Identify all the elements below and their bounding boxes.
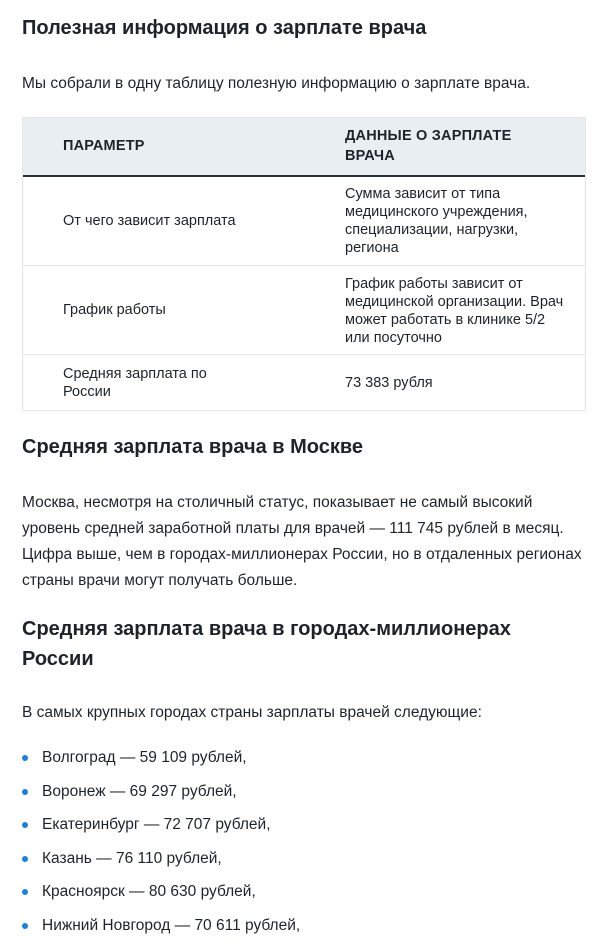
- cell-parameter: Средняя зарплата по России: [63, 366, 207, 400]
- bullet-icon: [22, 889, 28, 895]
- bullet-icon: [22, 755, 28, 761]
- list-item: [22, 845, 300, 879]
- table-header: [23, 118, 585, 177]
- list-item: [22, 912, 300, 946]
- cell-value: График работы зависит от медицинской организации. Врач может работать в клинике 5/2 или посуточно: [345, 276, 564, 346]
- list-item: [22, 811, 300, 845]
- moscow-paragraph: Москва, несмотря на столичный статус, показывает не самый высокий уровень средней заработной платы для врачей — 111 745 рублей в месяц. Цифра выше, чем в городах-миллионерах России, но в отдаленных регионах страны врачи могут получать больше.: [22, 494, 582, 589]
- table-intro: Мы собрали в одну таблицу полезную информацию о зарплате врача.: [22, 75, 531, 92]
- cities-intro: В самых крупных городах страны зарплаты врачей следующие:: [22, 704, 482, 721]
- list-item-text: Воронеж — 69 297 рублей,: [42, 782, 237, 800]
- table-row: [23, 355, 585, 411]
- section-title-salary-info: Полезная информация о зарплате врача: [22, 17, 427, 39]
- column-header-parameter: ПАРАМЕТР: [63, 138, 145, 154]
- bullet-icon: [22, 822, 28, 828]
- list-item-text: Красноярск — 80 630 рублей,: [42, 883, 256, 900]
- bullet-icon: [22, 923, 28, 929]
- cell-value: Сумма зависит от типа медицинского учреждения, специализации, нагрузки, региона: [345, 186, 528, 256]
- bullet-icon: [22, 789, 28, 795]
- list-item-text: Волгоград — 59 109 рублей,: [42, 749, 247, 766]
- list-item: [22, 878, 300, 912]
- list-item-text: Нижний Новгород — 70 611 рублей,: [42, 916, 301, 934]
- salary-table: [22, 117, 586, 411]
- list-item: [22, 744, 300, 778]
- list-item-text: Казань — 76 110 рублей,: [42, 849, 222, 867]
- section-title-moscow: Средняя зарплата врача в Москве: [22, 436, 364, 458]
- list-item: [22, 778, 300, 812]
- list-item-text: Екатеринбург — 72 707 рублей,: [42, 816, 271, 833]
- table-row: [23, 266, 585, 355]
- cell-value: 73 383 рубля: [345, 375, 433, 391]
- bullet-icon: [22, 856, 28, 862]
- cities-list: [22, 744, 300, 945]
- table-row: [23, 177, 585, 266]
- section-title-million-cities: Средняя зарплата врача в городах-миллионерах России: [22, 618, 511, 670]
- column-header-salary-data: ДАННЫЕ О ЗАРПЛАТЕ ВРАЧА: [345, 128, 512, 164]
- cell-parameter: От чего зависит зарплата: [63, 213, 236, 229]
- cell-parameter: График работы: [63, 302, 166, 318]
